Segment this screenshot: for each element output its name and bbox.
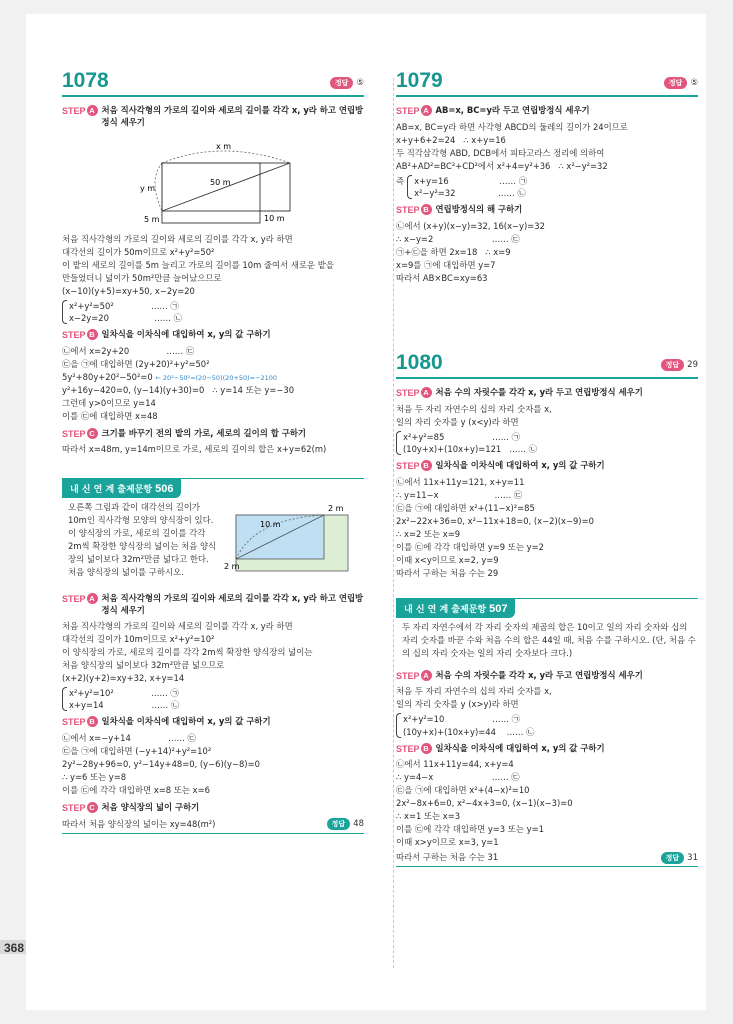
fig-label-top: x m — [216, 141, 232, 151]
equation-system — [396, 431, 698, 455]
text-line: 따라서 x=48m, y=14m이므로 가로, 세로의 길이의 합은 x+y=62(m) — [62, 444, 327, 455]
solution-lines-1 — [62, 233, 364, 298]
text-line: x=9를 ㉠에 대입하면 y=7 — [396, 259, 496, 270]
step-title: 처음 직사각형의 가로의 길이와 세로의 길이를 각각 x, y라 하고 연립방정식 세우기 — [101, 593, 364, 616]
answer-badge: 정답 — [661, 852, 685, 864]
step-tag: STEP B — [62, 716, 98, 729]
section-rule — [396, 866, 698, 867]
text-line: 그런데 y>0이므로 y=14 — [62, 397, 156, 408]
step-title: 일차식을 이차식에 대입하여 x, y의 값 구하기 — [101, 716, 271, 727]
step-tag: STEP C — [62, 802, 98, 815]
reference-problem-506 — [62, 478, 364, 833]
reference-question: 오른쪽 그림과 같이 대각선의 길이가 10m인 직사각형 모양의 양식장이 있다. 이 양식장의 가로, 세로의 길이를 각각 2m씩 확장한 양식장의 넓이는 처음 양식장의 넓이보다 32m²만큼 넓다고 한다. 처음 양식장의 넓이를 구하시오. — [68, 502, 217, 578]
step-title: 연립방정식의 해 구하기 — [435, 204, 523, 215]
text-line: AB²+AD²=BC²+CD²에서 x²+4=y²+36 ∴ x²−y²=32 — [396, 160, 608, 171]
step-title: 일차식을 이차식에 대입하여 x, y의 값 구하기 — [435, 742, 605, 753]
brace — [407, 175, 412, 199]
text-line: ∴ y=11−x …… ㉢ — [396, 489, 523, 500]
brace — [62, 687, 67, 711]
fig-label-diag: 50 m — [210, 177, 231, 187]
text-line: 이를 ㉢에 각각 대입하면 x=8 또는 x=6 — [62, 784, 210, 795]
text-line: 이를 ㉢에 각각 대입하면 y=3 또는 y=1 — [396, 824, 544, 835]
brace — [396, 713, 401, 737]
step-letter: A — [87, 105, 98, 116]
step-a — [396, 105, 698, 118]
answer-value: ⑤ — [690, 78, 698, 88]
step-c — [62, 428, 364, 441]
text-line: 이 밭의 세로의 길이를 5m 늘리고 가로의 길이를 10m 줄여서 새로운 밭을 — [62, 259, 334, 270]
step-tag: STEP C — [62, 428, 98, 441]
pond-diagram — [224, 501, 364, 581]
step-b — [62, 716, 364, 729]
field-figure — [62, 133, 364, 227]
step-b — [396, 204, 698, 217]
reference-tag: 내 신 연 계 출제문항 507 — [396, 599, 515, 618]
fig-label-right: 2 m — [328, 504, 344, 514]
equation: x²+y²=10² …… ㉠ — [69, 687, 179, 698]
step-tag: STEP B — [396, 743, 432, 756]
fig-label-bottom-left: 5 m — [144, 214, 160, 224]
step-a — [62, 593, 364, 617]
section-rule — [62, 833, 364, 834]
text-line: 처음 두 자리 자연수의 십의 자리 숫자를 x, — [396, 686, 552, 697]
text-line: y²+16y−420=0, (y−14)(y+30)=0 ∴ y=14 또는 y=−30 — [62, 384, 295, 395]
right-column-1079 — [396, 70, 698, 350]
text-line: 2x²−22x+36=0, x²−11x+18=0, (x−2)(x−9)=0 — [396, 515, 594, 526]
equation: x²−y²=32 …… ㉡ — [414, 187, 526, 198]
text-line: 두 직각삼각형 ABD, DCB에서 피타고라스 정리에 의하여 — [396, 147, 605, 158]
problem-header-1080 — [396, 352, 698, 379]
fig-label-diag: 10 m — [260, 520, 281, 530]
step-letter: B — [421, 743, 432, 754]
text-line: 만들었더니 넓이가 50m²만큼 늘어났으므로 — [62, 272, 222, 283]
brace — [62, 300, 67, 324]
text-line: ㉢을 ㉠에 대입하면 x²+(11−x)²=85 — [396, 502, 535, 513]
equation: x²+y²=50² …… ㉠ — [69, 300, 179, 311]
step-title: 크기를 바꾸기 전의 밭의 가로, 세로의 길이의 합 구하기 — [101, 427, 307, 438]
answer-badge: 정답 — [330, 77, 354, 89]
fig-label-bottom: 2 m — [224, 562, 240, 572]
equation: x²+y²=10 …… ㉠ — [403, 714, 521, 725]
step-tag: STEP B — [396, 460, 432, 473]
text-line: 이를 ㉢에 대입하면 x=48 — [62, 410, 158, 421]
brace — [396, 431, 401, 455]
problem-header-1079 — [396, 70, 698, 97]
equation: (10y+x)+(10x+y)=44 …… ㉡ — [403, 726, 535, 737]
text-line: ∴ y=4−x …… ㉢ — [396, 772, 520, 783]
text-line: 따라서 AB×BC=xy=63 — [396, 272, 488, 283]
answer-indicator — [327, 818, 364, 830]
step-title: 일차식을 이차식에 대입하여 x, y의 값 구하기 — [435, 460, 605, 470]
final-answer-line: 따라서 구하는 처음 수는 31 — [396, 852, 499, 863]
text-line: 이 양식장의 가로, 세로의 길이를 각각 2m씩 확장한 양식장의 넓이는 — [62, 646, 313, 657]
text-line: ∴ x=2 또는 x=9 — [396, 528, 461, 539]
answer-value: 48 — [353, 819, 364, 830]
text-line: ∴ y=6 또는 y=8 — [62, 771, 127, 782]
text-line: 처음 직사각형의 가로의 길이와 세로의 길이를 각각 x, y라 하면 — [62, 620, 293, 631]
text-line: ㉡에서 11x+11y=44, x+y=4 — [396, 759, 514, 770]
text-line: x+y+6+2=24 ∴ x+y=16 — [396, 134, 506, 145]
step-tag: STEP A — [62, 593, 98, 606]
field-diagram — [62, 133, 364, 227]
text-line: ㉡에서 11x+11y=121, x+y=11 — [396, 476, 525, 487]
text-line: 5y²+80y+20²−50²=0 ← 20²−50²=(20−50)(20+50)=−2100 — [62, 371, 278, 382]
text-line: 일의 자리 숫자를 y (x>y)라 하면 — [396, 699, 519, 710]
step-tag: STEP A — [62, 105, 98, 118]
problem-number: 1080 — [396, 351, 443, 374]
step-b — [396, 460, 698, 473]
step-letter: B — [421, 204, 432, 215]
page-number: 368 — [4, 941, 25, 955]
text-line: 이때 x>y이므로 x=3, y=1 — [396, 837, 499, 848]
text-line: ㉢을 ㉠에 대입하면 (−y+14)²+y²=10² — [62, 745, 212, 756]
step-letter: C — [87, 428, 98, 439]
fig-label-bottom-right: 10 m — [264, 213, 285, 223]
left-column — [62, 70, 364, 834]
step-tag: STEP A — [396, 387, 432, 400]
step-letter: A — [87, 593, 98, 604]
text-line: ㉡에서 x=2y+20 …… ㉢ — [62, 345, 195, 356]
step-title: 처음 수의 자릿수를 각각 x, y라 두고 연립방정식 세우기 — [435, 387, 643, 397]
text-line: 처음 직사각형의 가로의 길이와 세로의 길이를 각각 x, y라 하면 — [62, 233, 293, 244]
text-line: AB=x, BC=y라 하면 사각형 ABCD의 둘레의 길이가 24이므로 — [396, 121, 628, 132]
step-title: 처음 직사각형의 가로의 길이와 세로의 길이를 각각 x, y라 하고 연립방정식 세우기 — [101, 105, 364, 127]
step-tag: STEP A — [396, 670, 432, 683]
step-letter: C — [87, 802, 98, 813]
text-line: ∴ x=1 또는 x=3 — [396, 811, 461, 822]
step-a — [62, 105, 364, 129]
answer-indicator — [330, 77, 364, 89]
equation-system — [62, 687, 364, 711]
problem-number: 1078 — [62, 69, 109, 92]
text-line: 즉 — [396, 175, 405, 186]
reference-problem-507 — [396, 598, 698, 868]
step-letter: B — [87, 716, 98, 727]
step-letter: A — [421, 105, 432, 116]
text-line: (x−10)(y+5)=xy+50, x−2y=20 — [62, 285, 195, 296]
text-line: 일의 자리 숫자를 y (x<y)라 하면 — [396, 416, 519, 427]
answer-badge: 정답 — [327, 818, 351, 830]
problem-number: 1079 — [396, 70, 443, 92]
equation: x+y=14 …… ㉡ — [69, 700, 180, 711]
step-letter: B — [87, 329, 98, 340]
step-c — [62, 802, 364, 815]
step-b — [62, 329, 364, 342]
column-divider — [393, 78, 394, 968]
step-tag: STEP B — [62, 329, 98, 342]
step-tag: STEP B — [396, 204, 432, 217]
answer-badge: 정답 — [664, 77, 688, 89]
text-line: 대각선의 길이가 10m이므로 x²+y²=10² — [62, 633, 215, 644]
problem-header-1078 — [62, 70, 364, 97]
answer-value: 29 — [687, 360, 698, 370]
text-line: (x+2)(y+2)=xy+32, x+y=14 — [62, 672, 185, 683]
text-line: ㉢을 ㉠에 대입하면 x²+(4−x)²=10 — [396, 785, 530, 796]
equation-system — [396, 175, 698, 199]
text-line: 이를 ㉢에 각각 대입하면 y=9 또는 y=2 — [396, 541, 544, 552]
answer-value: ⑤ — [356, 78, 364, 88]
hint-note: ← 20²−50²=(20−50)(20+50)=−2100 — [155, 373, 278, 382]
step-title: 처음 수의 자릿수를 각각 x, y라 두고 연립방정식 세우기 — [435, 669, 643, 680]
text-line: 이때 x<y이므로 x=2, y=9 — [396, 554, 499, 565]
text-line: ㉢을 ㉠에 대입하면 (2y+20)²+y²=50² — [62, 358, 210, 369]
step-a — [396, 387, 698, 400]
text-line: 2x²−8x+6=0, x²−4x+3=0, (x−1)(x−3)=0 — [396, 798, 573, 809]
step-b — [396, 743, 698, 756]
equation-system — [62, 300, 364, 324]
step-a — [396, 670, 698, 683]
equation: (10y+x)+(10x+y)=121 …… ㉡ — [403, 443, 538, 454]
text-line: 2y²−28y+96=0, y²−14y+48=0, (y−6)(y−8)=0 — [62, 758, 260, 769]
right-column-1080 — [396, 352, 698, 867]
step-title: 일차식을 이차식에 대입하여 x, y의 값 구하기 — [101, 328, 271, 339]
answer-indicator — [664, 77, 698, 89]
equation: x−2y=20 …… ㉡ — [69, 312, 182, 323]
text-line: ㉠+㉢을 하면 2x=18 ∴ x=9 — [396, 246, 511, 257]
text-line: ㉡에서 x=−y+14 …… ㉢ — [62, 732, 196, 743]
equation-system — [396, 713, 698, 737]
text-line: 따라서 구하는 처음 수는 29 — [396, 567, 499, 578]
text-line: 대각선의 길이가 50m이므로 x²+y²=50² — [62, 246, 215, 257]
text-line: ∴ x−y=2 …… ㉢ — [396, 233, 520, 244]
reference-question: 두 자리 자연수에서 각 자리 숫자의 제곱의 합은 10이고 일의 자리 숫자와 십의 자리 숫자를 바꾼 수와 처음 수의 합은 44일 때, 처음 수를 구하시오. (단, 처음 수의 십의 자리 숫자는 일의 자리 숫자보다 크다.) — [402, 621, 696, 658]
text-line: ㉡에서 (x+y)(x−y)=32, 16(x−y)=32 — [396, 220, 545, 231]
answer-indicator — [661, 359, 698, 371]
equation: x+y=16 …… ㉠ — [414, 175, 528, 186]
answer-value: 31 — [687, 852, 698, 863]
reference-tag: 내 신 연 계 출제문항 506 — [62, 479, 181, 498]
step-letter: A — [421, 387, 432, 398]
step-letter: A — [421, 670, 432, 681]
answer-badge: 정답 — [661, 359, 685, 371]
text-line: 처음 양식장의 넓이보다 32m²만큼 넓으므로 — [62, 659, 225, 670]
fig-label-left: y m — [140, 183, 156, 193]
step-tag: STEP A — [396, 105, 432, 118]
answer-indicator — [661, 852, 698, 864]
step-title: 처음 양식장의 넓이 구하기 — [101, 801, 200, 812]
step-letter: B — [421, 460, 432, 471]
step-title: AB=x, BC=y라 두고 연립방정식 세우기 — [435, 105, 590, 115]
solution-lines-2 — [62, 345, 364, 423]
final-answer-line: 따라서 처음 양식장의 넓이는 xy=48(m²) — [62, 818, 216, 829]
text-line: 처음 두 자리 자연수의 십의 자리 숫자를 x, — [396, 403, 552, 414]
equation: x²+y²=85 …… ㉠ — [403, 431, 521, 442]
